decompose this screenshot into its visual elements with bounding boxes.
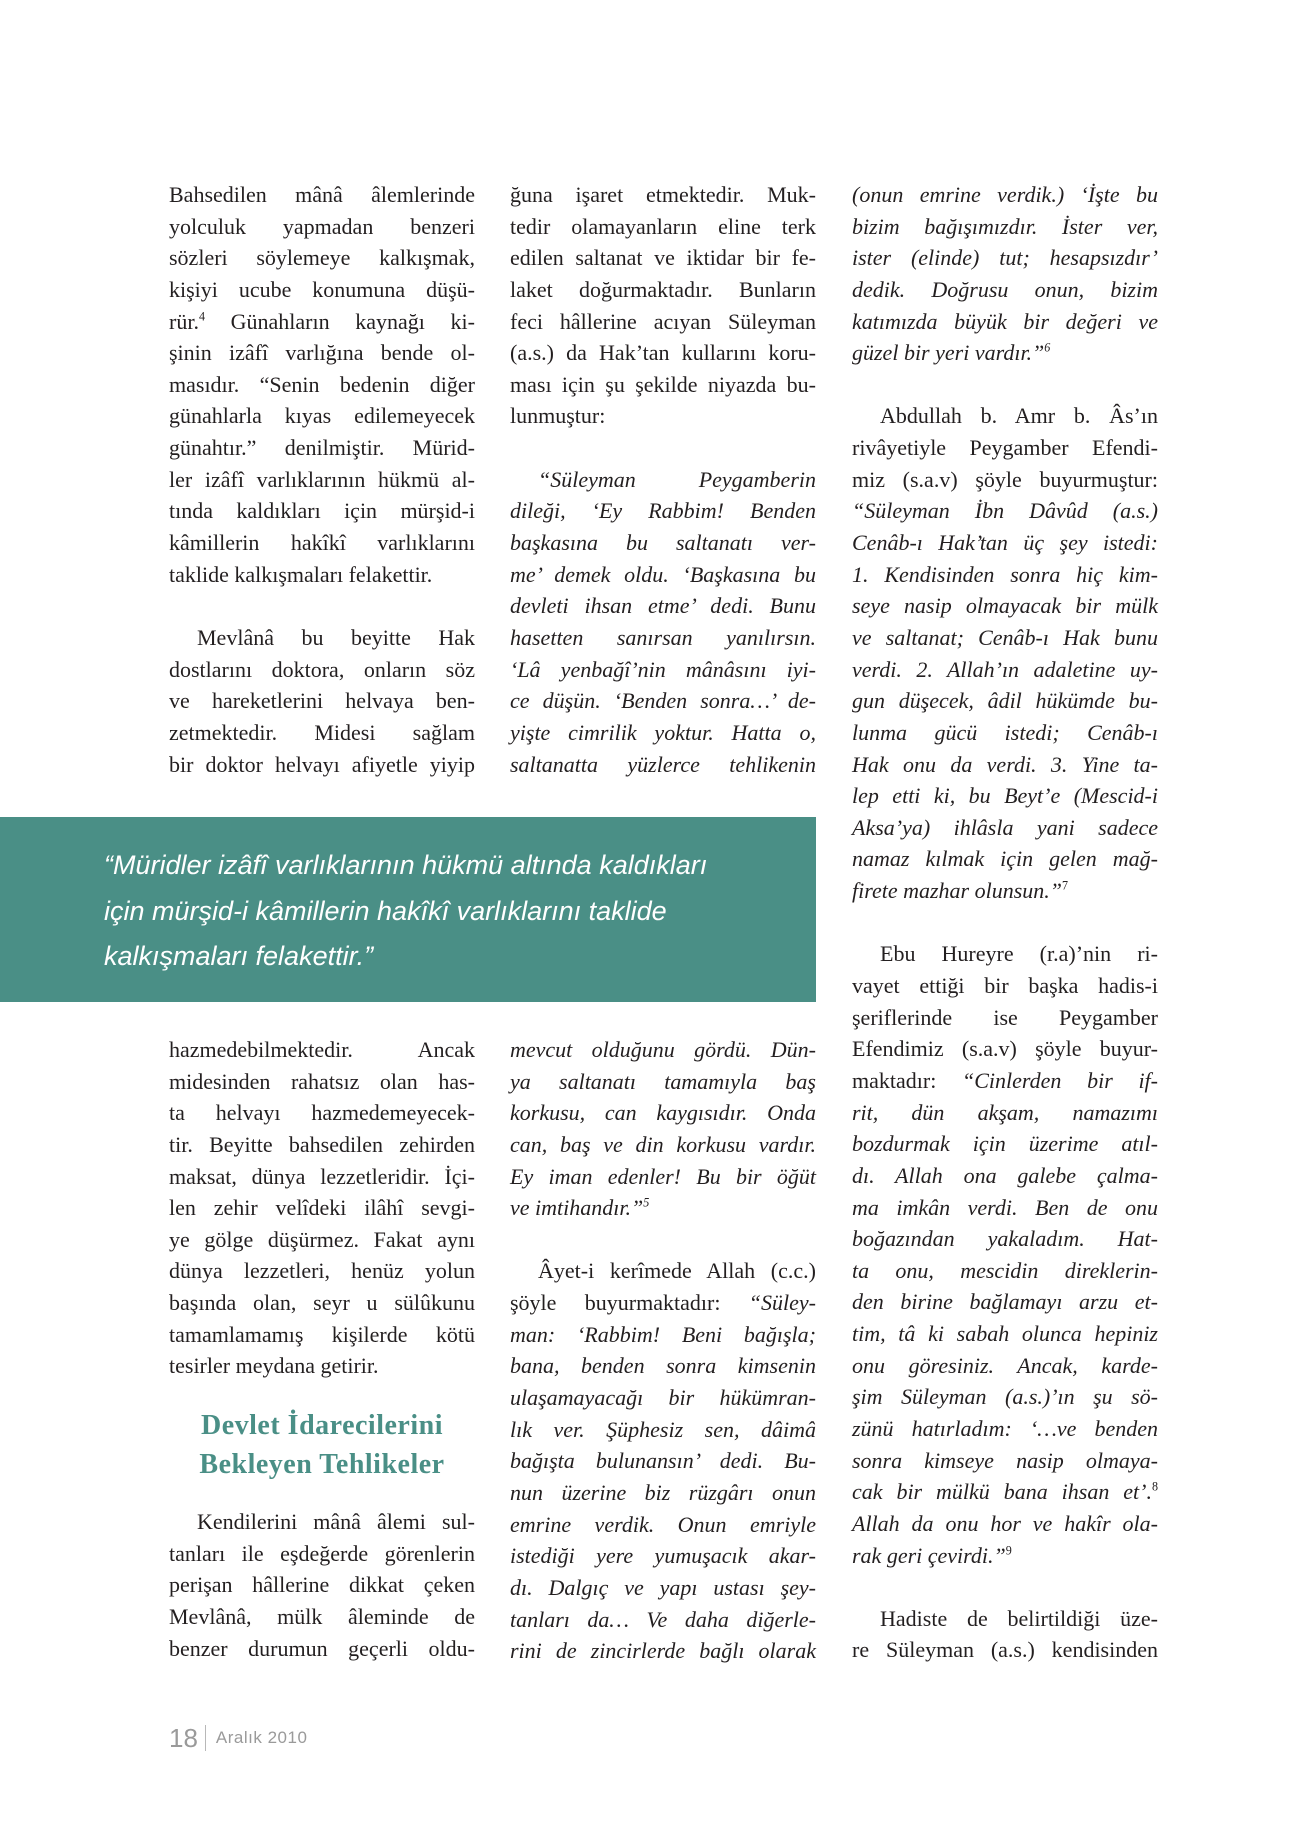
- text-segment: taklide kalkışmaları felakettir.: [169, 561, 433, 587]
- text-line: [852, 1381, 1158, 1413]
- text-line: [510, 306, 816, 338]
- text-line: [510, 337, 816, 369]
- text-line: [169, 1192, 475, 1224]
- text-segment: Efendimiz (s.a.v) şöyle buyur-: [852, 1036, 1158, 1062]
- text-segment: Âyet-i kerîmede Allah (c.c.): [538, 1258, 816, 1284]
- text-segment: dünya lezzetleri, henüz yolun: [169, 1258, 475, 1284]
- text-line: [852, 1002, 1158, 1034]
- text-segment: şöyle buyurmaktadır:: [510, 1290, 749, 1316]
- text-segment: şinin izâfî varlığına bende ol-: [169, 340, 475, 366]
- text-segment: hazmedebilmektedir. Ancak: [169, 1037, 475, 1062]
- text-segment: hasetten sanırsan yanılırsın.: [510, 624, 816, 650]
- text-line: [169, 432, 475, 464]
- text-line: [852, 938, 1158, 970]
- text-line: [852, 464, 1158, 496]
- text-segment: tim, tâ ki sabah olunca hepiniz: [852, 1321, 1158, 1347]
- text-line: [169, 1034, 475, 1066]
- text-line: [510, 1319, 816, 1351]
- text-line: [852, 1033, 1158, 1065]
- text-segment: yolculuk yapmadan benzeri: [169, 213, 475, 239]
- text-segment: 1. Kendisinden sonra hiç kim-: [852, 561, 1158, 587]
- text-segment: Abdullah b. Amr b. Âs’ın: [880, 403, 1158, 429]
- text-segment: ye gölge düşürmez. Fakat aynı: [169, 1226, 475, 1252]
- text-line: [852, 211, 1158, 243]
- text-line: [852, 654, 1158, 686]
- pull-quote-line: kalkışmaları felakettir.”: [104, 941, 374, 971]
- text-segment: Ebu Hureyre (r.a)’nin ri-: [880, 941, 1158, 967]
- text-segment: rini de zincirlerde bağlı olarak: [510, 1638, 816, 1664]
- text-line: [852, 1445, 1158, 1477]
- pull-quote-line: için mürşid-i kâmillerin hakîkî varlıklarını taklide: [104, 895, 667, 926]
- text-segment: vayet ettiği bir başka hadis-i: [852, 973, 1158, 999]
- text-line: [169, 242, 475, 274]
- footnote-ref: 5: [643, 1195, 650, 1210]
- text-line: [852, 590, 1158, 622]
- text-line: [169, 1350, 475, 1382]
- text-segment: emrine verdik. Onun emriyle: [510, 1511, 816, 1537]
- paragraph: [852, 1603, 1158, 1666]
- text-segment: ‘Lâ yenbağî’nin mânâsını iyi-: [510, 656, 816, 682]
- text-segment: ulaşamayacağı bir hükümran-: [510, 1385, 816, 1411]
- text-line: [169, 1319, 475, 1351]
- text-segment: ve hareketlerini helvaya ben-: [169, 688, 475, 714]
- text-segment: dı. Dalgıç ve yapı ustası şey-: [510, 1574, 816, 1600]
- text-line: [510, 1414, 816, 1446]
- text-segment: lep etti ki, bu Beyt’e (Mescid-i: [852, 783, 1158, 809]
- section-heading: [169, 1406, 475, 1484]
- text-line: [852, 527, 1158, 559]
- text-line: [510, 1635, 816, 1667]
- text-segment: lık ver. Şüphesiz sen, dâimâ: [510, 1416, 816, 1442]
- text-segment: rür.: [169, 308, 199, 334]
- text-line: [169, 527, 475, 559]
- text-segment: gun düşecek, âdil hükümde bu-: [852, 688, 1158, 714]
- text-segment: dı. Allah ona galebe çalma-: [852, 1162, 1158, 1188]
- text-segment: istediği yere yumuşacık akar-: [510, 1543, 816, 1569]
- text-segment: Hak onu da verdi. 3. Yine ta-: [852, 751, 1158, 777]
- text-segment: namaz kılmak için gelen mağ-: [852, 846, 1158, 872]
- text-segment: “Süleyman Peygamberin: [538, 466, 816, 492]
- paragraph: [169, 1034, 475, 1382]
- footer-separator: [205, 1725, 206, 1751]
- text-segment: günahtır.” denilmiştir. Mürid-: [169, 435, 475, 461]
- text-segment: ması için şu şekilde niyazda bu-: [510, 371, 816, 397]
- text-segment: ler izâfî varlıklarının hükmü al-: [169, 466, 475, 492]
- text-segment: dedik. Doğrusu onun, bizim: [852, 276, 1158, 302]
- text-line: [852, 1603, 1158, 1635]
- text-line: [852, 812, 1158, 844]
- text-line: [169, 464, 475, 496]
- page-number: 18: [169, 1722, 198, 1753]
- text-line: [169, 1066, 475, 1098]
- text-segment: ve imtihandır.”: [510, 1195, 644, 1221]
- text-segment: tedir olamayanların eline terk: [510, 213, 816, 239]
- text-line: [852, 559, 1158, 591]
- quotation-paragraph: [510, 464, 816, 780]
- text-line: [169, 622, 475, 654]
- text-line: [169, 749, 475, 781]
- text-segment: ya saltanatı tamamıyla baş: [510, 1068, 816, 1094]
- text-segment: rit, dün akşam, namazımı: [852, 1099, 1158, 1125]
- text-segment: Mevlânâ, mülk âleminde de: [169, 1603, 475, 1629]
- text-segment: perişan hâllerine dikkat çeken: [169, 1572, 475, 1598]
- text-line: [510, 464, 816, 496]
- text-line: [510, 1161, 816, 1193]
- text-segment: ce düşün. ‘Benden sonra…’ de-: [510, 688, 816, 714]
- text-line: [852, 1160, 1158, 1192]
- text-line: [169, 717, 475, 749]
- text-line: [510, 1097, 816, 1129]
- text-line: [510, 400, 816, 432]
- text-line: [510, 1477, 816, 1509]
- text-line: [169, 1255, 475, 1287]
- page-footer: [169, 1722, 307, 1754]
- text-line: [510, 1604, 816, 1636]
- text-line: [169, 1097, 475, 1129]
- text-line: [852, 1413, 1158, 1445]
- text-line: [510, 1287, 816, 1319]
- text-segment: ma imkân verdi. Ben de onu: [852, 1194, 1158, 1220]
- text-line: [510, 749, 816, 781]
- text-segment: günahlarla kıyas edilemeyecek: [169, 403, 475, 429]
- text-segment: ta helvayı hazmedemeyecek-: [169, 1100, 475, 1126]
- text-segment: bana, benden sonra kimsenin: [510, 1353, 816, 1379]
- paragraph: [169, 622, 475, 780]
- text-segment: başında olan, seyr u sülûkunu: [169, 1290, 475, 1316]
- text-segment: “Süley-: [748, 1290, 816, 1316]
- text-line: [852, 306, 1158, 338]
- text-line: [169, 559, 475, 591]
- text-line: [852, 400, 1158, 432]
- text-line: [852, 1540, 1158, 1572]
- section-heading-line: Devlet İdarecilerini: [201, 1410, 443, 1442]
- text-segment: (a.s.) da Hak’tan kullarını koru-: [510, 340, 816, 366]
- text-line: [852, 843, 1158, 875]
- text-segment: seye nasip olmayacak bir mülk: [852, 593, 1158, 619]
- text-line: [510, 1509, 816, 1541]
- footnote-ref: 4: [198, 309, 205, 324]
- paragraph: [852, 938, 1158, 1571]
- text-line: [510, 1255, 816, 1287]
- text-line: [852, 1286, 1158, 1318]
- issue-date: Aralık 2010: [215, 1728, 308, 1747]
- text-line: [852, 1065, 1158, 1097]
- text-segment: boğazından yakaladım. Hat-: [852, 1226, 1158, 1252]
- text-segment: ve saltanat; Cenâb-ı Hak bunu: [852, 624, 1158, 650]
- text-line: [852, 1192, 1158, 1224]
- text-line: [169, 1633, 475, 1665]
- text-segment: şim Süleyman (a.s.)’ın şu sö-: [852, 1384, 1158, 1410]
- text-line: [852, 179, 1158, 211]
- text-segment: yişte cimrilik yoktur. Hatta o,: [510, 719, 816, 745]
- column-2-upper: [510, 179, 816, 780]
- text-line: [510, 1540, 816, 1572]
- text-segment: verdi. 2. Allah’ın adaletine uy-: [852, 656, 1158, 682]
- text-segment: Kendilerini mânâ âlemi sul-: [197, 1509, 475, 1535]
- text-segment: Allah da onu hor ve hakîr ola-: [852, 1510, 1158, 1536]
- text-line: [852, 337, 1158, 369]
- text-segment: Mevlânâ bu beyitte Hak: [197, 624, 475, 650]
- text-line: [852, 780, 1158, 812]
- text-line: [510, 717, 816, 749]
- paragraph: [169, 179, 475, 590]
- text-segment: tanları da… Ve daha diğerle-: [510, 1606, 816, 1632]
- text-segment: tesirler meydana getirir.: [169, 1353, 379, 1379]
- text-segment: laket doğurmaktadır. Bunların: [510, 276, 816, 302]
- text-line: [169, 495, 475, 527]
- text-segment: kişiyi ucube konumuna düşü-: [169, 276, 475, 302]
- text-segment: (onun emrine verdik.) ‘İşte bu: [852, 182, 1158, 207]
- text-segment: rak geri çevirdi.”: [852, 1542, 1006, 1568]
- text-segment: katımızda büyük bir değeri ve: [852, 308, 1158, 334]
- text-segment: benzer durumun geçerli oldu-: [169, 1635, 475, 1661]
- text-segment: maktadır:: [852, 1067, 962, 1093]
- text-line: [169, 1161, 475, 1193]
- text-line: [169, 1569, 475, 1601]
- text-segment: maksat, dünya lezzetleridir. İçi-: [169, 1163, 475, 1189]
- text-segment: firete mazhar olunsun.”: [852, 878, 1063, 904]
- text-line: [510, 1034, 816, 1066]
- paragraph: [852, 400, 1158, 906]
- text-line: [510, 1572, 816, 1604]
- paragraph: [169, 1506, 475, 1664]
- paragraph: [510, 1255, 816, 1666]
- section-heading-line: Bekleyen Tehlikeler: [199, 1449, 445, 1481]
- pull-quote-band: [0, 817, 816, 1002]
- column-2-lower: [510, 1034, 816, 1667]
- text-segment: ta onu, mescidin direklerin-: [852, 1257, 1158, 1283]
- text-line: [169, 1129, 475, 1161]
- text-line: [169, 306, 475, 338]
- text-line: [510, 1382, 816, 1414]
- text-segment: ister (elinde) tut; hesapsızdır’: [852, 245, 1158, 271]
- quotation-paragraph: [852, 179, 1158, 369]
- text-line: [169, 1601, 475, 1633]
- text-line: [852, 1350, 1158, 1382]
- text-line: [852, 749, 1158, 781]
- text-segment: cak bir mülkü bana ihsan et’.: [852, 1479, 1152, 1505]
- text-segment: lunmuştur:: [510, 403, 606, 429]
- text-segment: sonra kimseye nasip olmaya-: [852, 1447, 1158, 1473]
- text-line: [852, 970, 1158, 1002]
- text-line: [169, 685, 475, 717]
- text-segment: kâmillerin hakîkî varlıklarını: [169, 530, 475, 556]
- footnote-ref: 7: [1062, 878, 1069, 893]
- text-segment: dostlarını doktora, onların söz: [169, 656, 475, 682]
- text-line: [510, 274, 816, 306]
- pull-quote-line: “Müridler izâfî varlıklarının hükmü altında kaldıkları: [104, 850, 708, 880]
- text-segment: me’ demek oldu. ‘Başkasına bu: [510, 561, 816, 587]
- text-segment: nun üzerine biz rüzgârı onun: [510, 1479, 816, 1505]
- text-segment: “Süleyman İbn Dâvûd (a.s.): [852, 498, 1158, 524]
- text-segment: den birine bağlamayı arzu et-: [852, 1289, 1158, 1315]
- text-line: [169, 274, 475, 306]
- text-line: [852, 1128, 1158, 1160]
- text-segment: rivâyetiyle Peygamber Efendi-: [852, 435, 1158, 461]
- text-segment: can, baş ve din korkusu vardır.: [510, 1131, 816, 1157]
- text-line: [510, 1066, 816, 1098]
- text-line: [852, 875, 1158, 907]
- text-line: [169, 654, 475, 686]
- text-line: [510, 1129, 816, 1161]
- text-line: [852, 495, 1158, 527]
- text-line: [510, 654, 816, 686]
- text-line: [169, 369, 475, 401]
- text-segment: masıdır. “Senin bedenin diğer: [169, 371, 475, 397]
- text-segment: len zehir velîdeki ilâhî sevgi-: [169, 1195, 475, 1221]
- text-segment: edilen saltanat ve iktidar bir fe-: [510, 245, 816, 271]
- text-line: [852, 622, 1158, 654]
- text-segment: dileği, ‘Ey Rabbim! Benden: [510, 498, 816, 524]
- text-segment: Hadiste de belirtildiği üze-: [880, 1605, 1158, 1631]
- text-segment: onu göresiniz. Ancak, karde-: [852, 1352, 1158, 1378]
- text-line: [510, 1192, 816, 1224]
- text-segment: bizim bağışımızdır. İster ver,: [852, 213, 1158, 239]
- text-line: [852, 1508, 1158, 1540]
- text-segment: zetmektedir. Midesi sağlam: [169, 719, 475, 745]
- text-line: [169, 1224, 475, 1256]
- text-line: [510, 622, 816, 654]
- text-segment: korkusu, can kaygısıdır. Onda: [510, 1100, 816, 1126]
- text-line: [852, 1223, 1158, 1255]
- text-segment: tamamlamamış kişilerde kötü: [169, 1321, 475, 1347]
- text-segment: mevcut olduğunu gördü. Dün-: [510, 1037, 816, 1062]
- text-segment: zünü hatırladım: ‘…ve benden: [852, 1415, 1158, 1441]
- text-line: [510, 211, 816, 243]
- text-segment: ğuna işaret etmektedir. Muk-: [510, 182, 816, 207]
- footnote-ref: 8: [1151, 1479, 1158, 1494]
- text-segment: miz (s.a.v) şöyle buyurmuştur:: [852, 466, 1158, 492]
- text-segment: re Süleyman (a.s.) kendisinden: [852, 1637, 1158, 1663]
- text-segment: tir. Beyitte bahsedilen zehirden: [169, 1131, 475, 1157]
- text-segment: sözleri söylemeye kalkışmak,: [169, 245, 475, 271]
- text-line: [852, 717, 1158, 749]
- text-line: [169, 211, 475, 243]
- text-line: [169, 1538, 475, 1570]
- footnote-ref: 6: [1044, 340, 1051, 355]
- text-line: [169, 1506, 475, 1538]
- text-segment: bozdurmak için üzerime atıl-: [852, 1131, 1158, 1157]
- text-line: [169, 1287, 475, 1319]
- text-segment: man: ‘Rabbim! Beni bağışla;: [510, 1321, 816, 1347]
- text-line: [510, 527, 816, 559]
- text-segment: feci hâllerine acıyan Süleyman: [510, 308, 816, 334]
- text-line: [852, 242, 1158, 274]
- text-line: [510, 590, 816, 622]
- text-line: [169, 400, 475, 432]
- text-line: [510, 179, 816, 211]
- footnote-ref: 9: [1005, 1543, 1012, 1558]
- text-line: [510, 242, 816, 274]
- text-segment: Cenâb-ı Hak’tan üç şey istedi:: [852, 530, 1158, 556]
- text-line: [510, 369, 816, 401]
- text-segment: tında kaldıkları için mürşid-i: [169, 498, 475, 524]
- text-line: [852, 274, 1158, 306]
- text-line: [510, 685, 816, 717]
- text-line: [852, 1634, 1158, 1666]
- paragraph: [510, 179, 816, 432]
- text-segment: güzel bir yeri vardır.”: [852, 340, 1045, 366]
- text-line: [852, 1476, 1158, 1508]
- text-segment: bağışta bulunansın’ dedi. Bu-: [510, 1448, 816, 1474]
- text-segment: lunma gücü istedi; Cenâb-ı: [852, 719, 1158, 745]
- column-1-lower: [169, 1034, 475, 1664]
- text-line: [510, 495, 816, 527]
- text-line: [852, 1255, 1158, 1287]
- text-line: [510, 1445, 816, 1477]
- text-line: [852, 1318, 1158, 1350]
- text-line: [852, 1097, 1158, 1129]
- text-line: [169, 179, 475, 211]
- text-segment: Bahsedilen mânâ âlemlerinde: [169, 182, 475, 207]
- text-segment: tanları ile eşdeğerde görenlerin: [169, 1540, 475, 1566]
- text-segment: başkasına bu saltanatı ver-: [510, 530, 816, 556]
- text-segment: bir doktor helvayı afiyetle yiyip: [169, 751, 475, 777]
- column-3: [852, 179, 1158, 1666]
- text-segment: midesinden rahatsız olan has-: [169, 1068, 475, 1094]
- text-line: [852, 432, 1158, 464]
- text-line: [510, 1350, 816, 1382]
- text-segment: Günahların kaynağı ki-: [205, 308, 475, 334]
- text-segment: Ey iman edenler! Bu bir öğüt: [510, 1163, 816, 1189]
- text-line: [510, 559, 816, 591]
- text-line: [169, 337, 475, 369]
- quotation-paragraph: [510, 1034, 816, 1224]
- text-segment: saltanatta yüzlerce tehlikenin: [510, 751, 816, 777]
- text-segment: Aksa’ya) ihlâsla yani sadece: [852, 814, 1158, 840]
- column-1-upper: [169, 179, 475, 780]
- text-segment: devleti ihsan etme’ dedi. Bunu: [510, 593, 816, 619]
- text-segment: şeriflerinde ise Peygamber: [852, 1004, 1158, 1030]
- text-segment: “Cinlerden bir if-: [962, 1067, 1158, 1093]
- text-line: [852, 685, 1158, 717]
